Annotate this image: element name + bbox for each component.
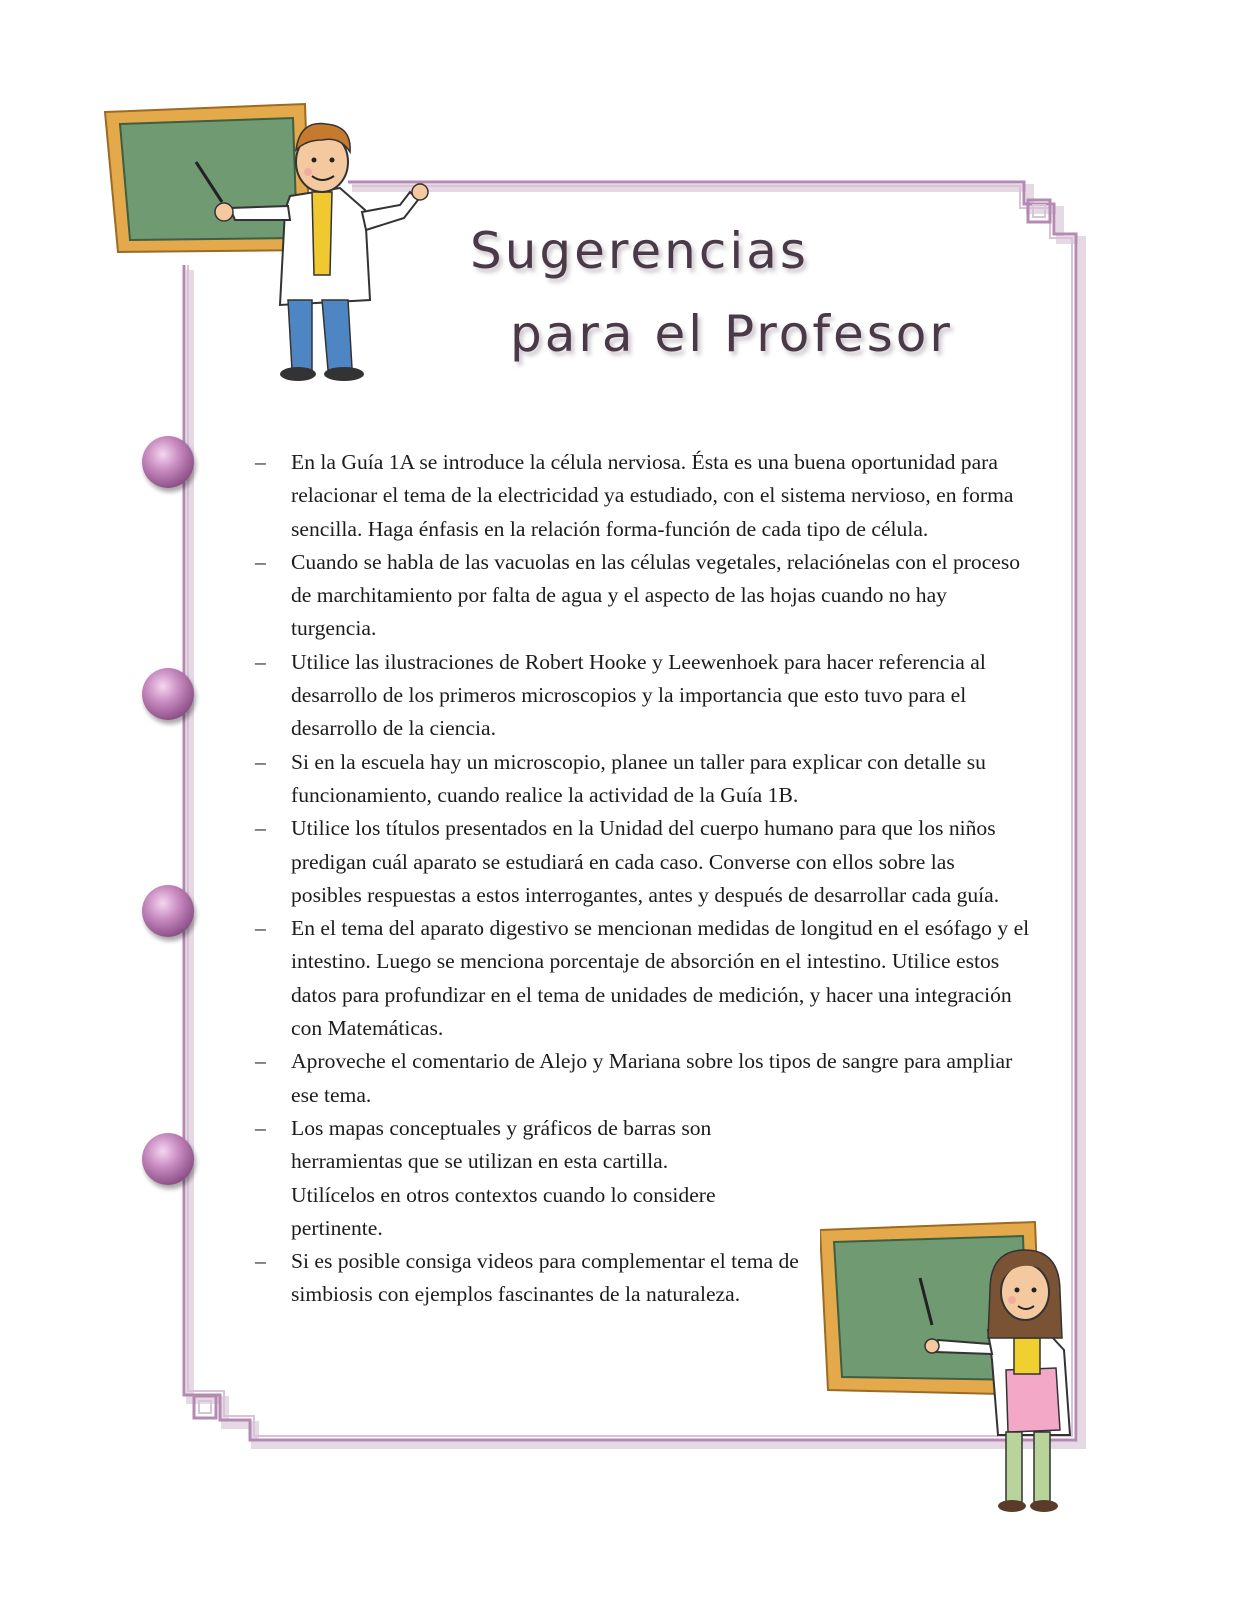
list-item — [255, 446, 1021, 546]
dash-bullet: – — [255, 1049, 266, 1074]
list-item — [255, 812, 1021, 912]
suggestions-list — [255, 446, 1030, 1312]
list-item-text: Si en la escuela hay un microscopio, planee un taller para explicar con detalle su funcionamiento, cuando realice la actividad de la Guía 1B. — [291, 749, 986, 807]
gem-icon — [142, 436, 194, 488]
dash-bullet: – — [255, 549, 266, 574]
dash-bullet: – — [255, 1115, 266, 1140]
list-item — [255, 1245, 811, 1312]
girl-student-illustration — [820, 1220, 1100, 1550]
list-item-text: En la Guía 1A se introduce la célula nerviosa. Ésta es una buena oportunidad para relacionar el tema de la electricidad ya estudiado, con el sistema nervioso, en forma sencilla. Haga énfasis en la relación forma-función de cada tipo de célula. — [291, 450, 1014, 541]
dash-bullet: – — [255, 916, 266, 941]
dash-bullet: – — [255, 1249, 266, 1274]
list-item — [255, 546, 1021, 646]
list-item-text: En el tema del aparato digestivo se mencionan medidas de longitud en el esófago y el intestino. Luego se menciona porcentaje de absorción en el intestino. Utilice estos datos para profundizar en el tema de unidades de medición, y hacer una integración con Matemáticas. — [291, 916, 1030, 1041]
list-item — [255, 746, 1021, 813]
dash-bullet: – — [255, 649, 266, 674]
dash-bullet: – — [255, 450, 266, 474]
page-title-line-1: Sugerencias — [470, 222, 809, 280]
list-item-text: Los mapas conceptuales y gráficos de barras son herramientas que se utilizan en esta cartilla. Utilícelos en otros contextos cuando lo considere pertinente. — [291, 1115, 716, 1240]
list-item-text: Utilice las ilustraciones de Robert Hooke y Leewenhoek para hacer referencia al desarrollo de los primeros microscopios y la importancia que esto tuvo para el desarrollo de la ciencia. — [291, 649, 986, 741]
page-title-line-2: para el Profesor — [510, 305, 953, 363]
chalkboard-icon — [105, 104, 310, 252]
list-item-text: Utilice los títulos presentados en la Unidad del cuerpo humano para que los niños predigan cuál aparato se estudiará en cada caso. Converse con ellos sobre las posibles respuestas a estos interrogantes, antes y después de desarrollar cada guía. — [291, 816, 1000, 907]
list-item-text: Aproveche el comentario de Alejo y Mariana sobre los tipos de sangre para ampliar ese tema. — [291, 1049, 1013, 1107]
gem-icon — [142, 668, 194, 720]
list-item-text: Cuando se habla de las vacuolas en las células vegetales, relaciónelas con el proceso de marchitamiento por falta de agua y el aspecto de las hojas cuando no hay turgencia. — [291, 549, 1021, 641]
list-item — [255, 1045, 1021, 1112]
dash-bullet: – — [255, 749, 266, 774]
dash-bullet: – — [255, 816, 266, 841]
list-item-text: Si es posible consiga videos para complementar el tema de simbiosis con ejemplos fascinantes de la naturaleza. — [291, 1249, 799, 1307]
gem-icon — [142, 885, 194, 937]
list-item — [255, 646, 1021, 746]
teacher-illustration — [100, 100, 450, 400]
list-item — [255, 912, 1031, 1045]
gem-icon — [142, 1133, 194, 1185]
